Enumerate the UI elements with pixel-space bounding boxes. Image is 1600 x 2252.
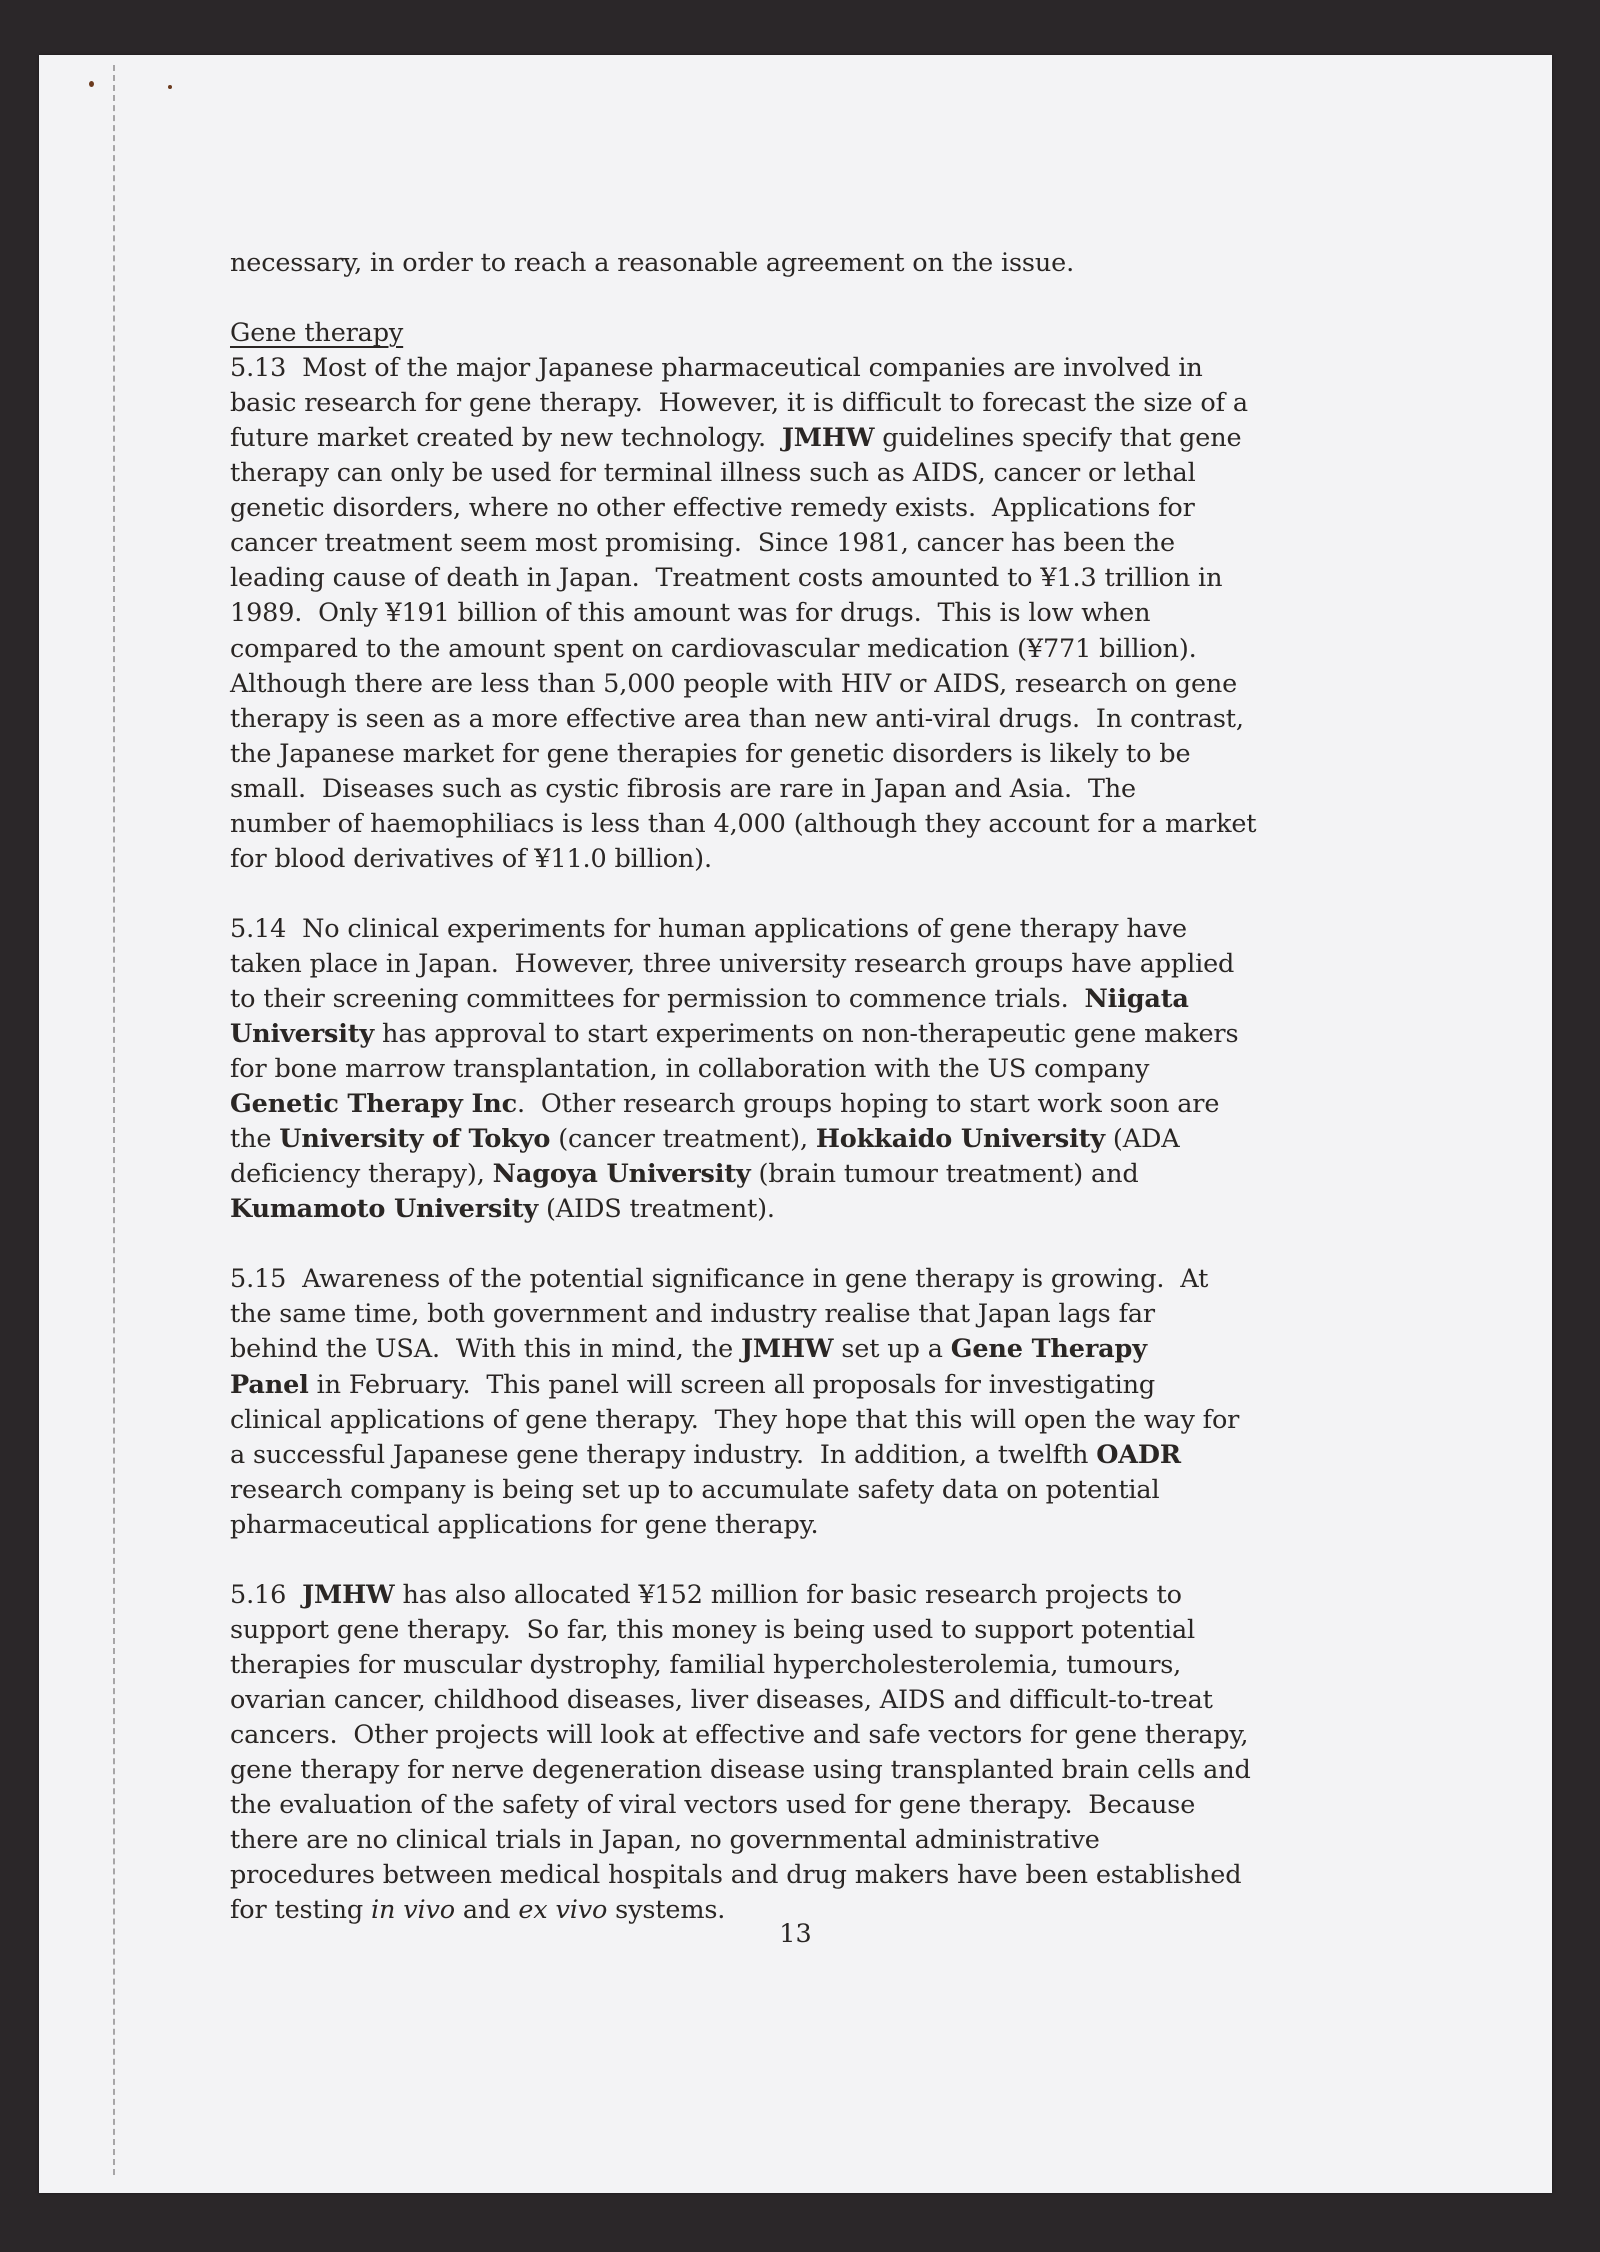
bold-text: Hokkaido University: [815, 1124, 1105, 1155]
italic-text: in vivo: [370, 1895, 455, 1926]
text-line: [230, 1332, 1256, 1367]
text-line: [230, 596, 1256, 631]
text-span: has also allocated ¥152 million for basic research projects to: [394, 1579, 1182, 1610]
text-span: systems.: [607, 1895, 726, 1926]
blank-line: [230, 1227, 1256, 1262]
text-span: future market created by new technology.: [230, 423, 782, 454]
text-line: [230, 1262, 1256, 1297]
bold-text: JMHW: [781, 423, 875, 454]
text-span: compared to the amount spent on cardiovascular medication (¥771 billion).: [230, 633, 1197, 664]
text-span: leading cause of death in Japan. Treatment costs amounted to ¥1.3 trillion in: [230, 563, 1223, 594]
bold-text: Panel: [230, 1369, 309, 1400]
section-heading: [230, 316, 1256, 351]
text-span: guidelines specify that gene: [874, 423, 1242, 454]
text-span: for testing: [230, 1895, 371, 1926]
paper-spot: [89, 81, 94, 87]
text-span: (AIDS treatment).: [538, 1194, 775, 1225]
bold-text: Genetic Therapy Inc: [230, 1089, 518, 1120]
text-span: the same time, both government and industry realise that Japan lags far: [230, 1299, 1155, 1330]
blank-line: [230, 877, 1256, 912]
text-span: has approval to start experiments on non-therapeutic gene makers: [374, 1019, 1239, 1050]
text-line: [230, 1297, 1256, 1332]
text-span: a successful Japanese gene therapy industry. In addition, a twelfth: [230, 1439, 1097, 1470]
text-span: procedures between medical hospitals and drug makers have been established: [230, 1860, 1242, 1891]
text-line: [230, 1718, 1256, 1753]
heading-text: Gene therapy: [230, 318, 404, 349]
text-line: [230, 246, 1256, 281]
text-line: [230, 1613, 1256, 1648]
text-span: 1989. Only ¥191 billion of this amount was for drugs. This is low when: [230, 598, 1151, 629]
text-span: cancers. Other projects will look at effective and safe vectors for gene therapy,: [230, 1719, 1249, 1750]
bold-text: JMHW: [740, 1334, 834, 1365]
text-span: (brain tumour treatment) and: [750, 1159, 1139, 1190]
bold-text: OADR: [1096, 1439, 1181, 1470]
bold-text: Nagoya University: [492, 1159, 751, 1190]
blank-line: [230, 1543, 1256, 1578]
text-span: deficiency therapy),: [230, 1159, 493, 1190]
text-line: [230, 912, 1256, 947]
text-line: [230, 1438, 1256, 1473]
text-span: the evaluation of the safety of viral vectors used for gene therapy. Because: [230, 1790, 1196, 1821]
text-line: [230, 386, 1256, 421]
text-line: [230, 1753, 1256, 1788]
text-span: necessary, in order to reach a reasonable agreement on the issue.: [230, 248, 1075, 278]
text-span: ovarian cancer, childhood diseases, liver diseases, AIDS and difficult-to-treat: [230, 1684, 1213, 1715]
text-span: cancer treatment seem most promising. Since 1981, cancer has been the: [230, 528, 1175, 559]
text-span: basic research for gene therapy. However, it is difficult to forecast the size of a: [230, 388, 1248, 419]
text-line: [230, 351, 1256, 386]
text-span: support gene therapy. So far, this money is being used to support potential: [230, 1614, 1195, 1645]
text-span: there are no clinical trials in Japan, no governmental administrative: [230, 1825, 1100, 1856]
text-line: [230, 1473, 1256, 1508]
text-line: [230, 1648, 1256, 1683]
text-span: 5.15 Awareness of the potential significance in gene therapy is growing. At: [230, 1264, 1209, 1295]
text-span: pharmaceutical applications for gene therapy.: [230, 1509, 819, 1540]
text-span: 5.14 No clinical experiments for human applications of gene therapy have: [230, 913, 1187, 944]
bold-text: Niigata: [1084, 983, 1189, 1014]
text-span: and: [454, 1895, 519, 1926]
text-line: [230, 947, 1256, 982]
document-page: [39, 55, 1552, 2193]
text-line: [230, 737, 1256, 772]
text-span: gene therapy for nerve degeneration disease using transplanted brain cells and: [230, 1755, 1251, 1786]
bold-text: University of Tokyo: [279, 1124, 551, 1155]
text-span: for blood derivatives of ¥11.0 billion).: [230, 843, 712, 874]
text-line: [230, 526, 1256, 561]
text-line: [230, 1683, 1256, 1718]
text-line: [230, 1858, 1256, 1893]
text-line: [230, 491, 1256, 526]
text-line: [230, 1508, 1256, 1543]
text-line: [230, 421, 1256, 456]
text-line: [230, 1578, 1256, 1613]
text-line: [230, 1788, 1256, 1823]
text-span: number of haemophiliacs is less than 4,000 (although they account for a market: [230, 808, 1257, 839]
text-span: Although there are less than 5,000 people with HIV or AIDS, research on gene: [230, 668, 1238, 699]
page-number: 13: [779, 1919, 812, 1949]
text-span: (cancer treatment),: [550, 1124, 816, 1155]
bold-text: Gene Therapy: [950, 1334, 1147, 1365]
text-span: (ADA: [1104, 1124, 1180, 1155]
text-line: [230, 1403, 1256, 1438]
text-line: [230, 1157, 1256, 1192]
text-line: [230, 561, 1256, 596]
text-span: therapies for muscular dystrophy, familial hypercholesterolemia, tumours,: [230, 1649, 1182, 1680]
text-span: 5.16: [230, 1579, 303, 1610]
text-span: taken place in Japan. However, three university research groups have applied: [230, 948, 1235, 979]
text-span: in February. This panel will screen all proposals for investigating: [308, 1369, 1156, 1400]
text-span: to their screening committees for permission to commence trials.: [230, 983, 1085, 1014]
text-line: [230, 1052, 1256, 1087]
blank-line: [230, 281, 1256, 316]
text-line: [230, 842, 1256, 877]
text-line: [230, 807, 1256, 842]
text-span: . Other research groups hoping to start work soon are: [517, 1089, 1220, 1120]
text-line: [230, 667, 1256, 702]
text-span: 5.13 Most of the major Japanese pharmaceutical companies are involved in: [230, 353, 1203, 384]
body-text: [230, 246, 1256, 1928]
text-span: clinical applications of gene therapy. They hope that this will open the way for: [230, 1404, 1240, 1435]
text-span: therapy can only be used for terminal illness such as AIDS, cancer or lethal: [230, 458, 1196, 489]
text-span: for bone marrow transplantation, in collaboration with the US company: [230, 1054, 1150, 1085]
bold-text: University: [230, 1019, 375, 1050]
text-line: [230, 702, 1256, 737]
text-span: therapy is seen as a more effective area than new anti-viral drugs. In contrast,: [230, 703, 1244, 734]
text-line: [230, 1823, 1256, 1858]
text-line: [230, 632, 1256, 667]
text-span: small. Diseases such as cystic fibrosis are rare in Japan and Asia. The: [230, 773, 1136, 804]
text-line: [230, 1122, 1256, 1157]
text-line: [230, 1087, 1256, 1122]
text-line: [230, 1017, 1256, 1052]
text-line: [230, 456, 1256, 491]
margin-rule: [113, 65, 115, 2175]
text-line: [230, 1368, 1256, 1403]
bold-text: JMHW: [302, 1579, 395, 1610]
text-line: [230, 982, 1256, 1017]
italic-text: ex vivo: [518, 1895, 608, 1926]
paper-spot: [168, 85, 172, 89]
text-line: [230, 1192, 1256, 1227]
bold-text: Kumamoto University: [230, 1194, 539, 1225]
text-span: behind the USA. With this in mind, the: [230, 1334, 741, 1365]
text-span: genetic disorders, where no other effective remedy exists. Applications for: [230, 493, 1195, 524]
text-span: the: [230, 1124, 280, 1155]
text-span: the Japanese market for gene therapies for genetic disorders is likely to be: [230, 738, 1191, 769]
text-line: [230, 772, 1256, 807]
text-span: research company is being set up to accumulate safety data on potential: [230, 1474, 1160, 1505]
text-span: set up a: [833, 1334, 951, 1365]
